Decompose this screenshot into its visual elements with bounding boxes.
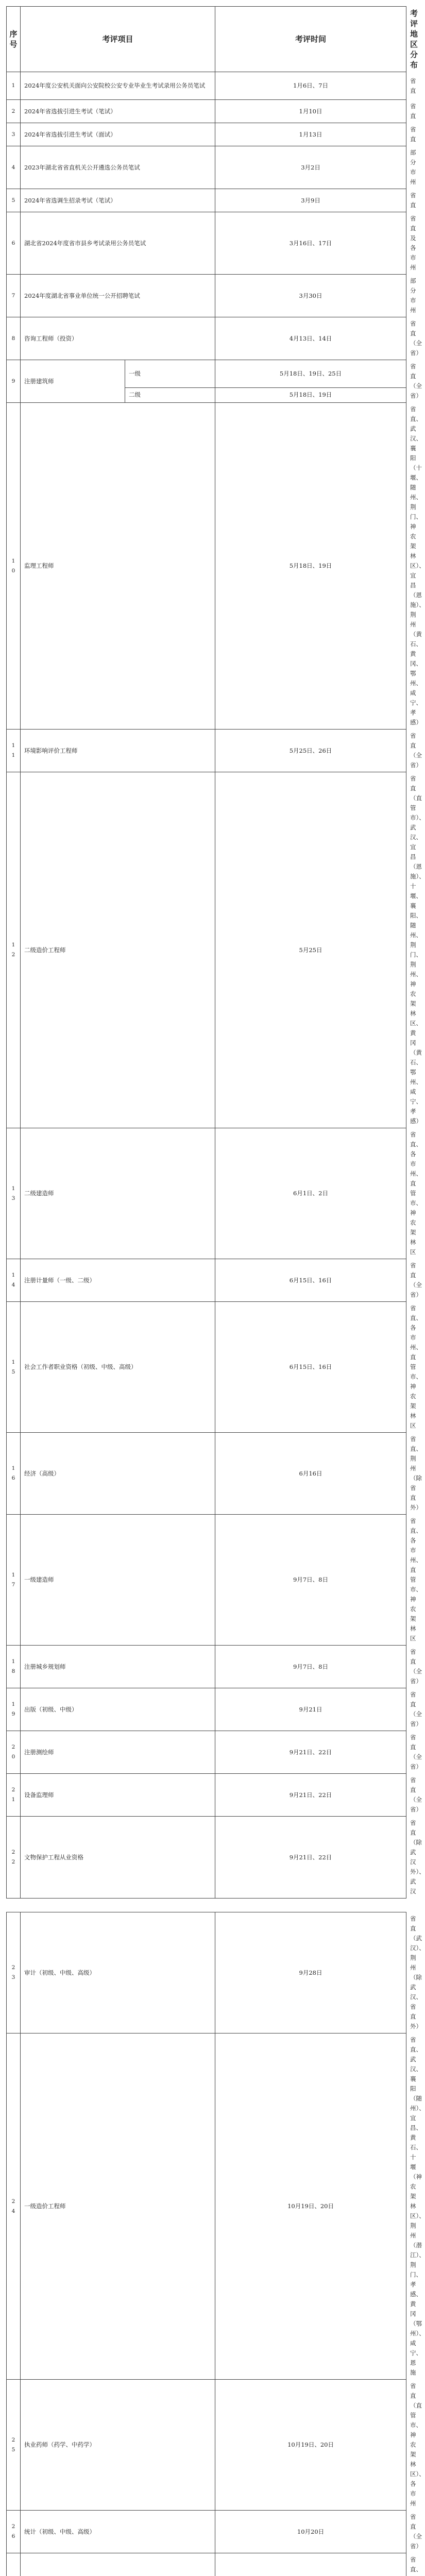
exam-item: 经济（高级） bbox=[21, 1433, 215, 1515]
row-number: 26 bbox=[7, 2511, 21, 2553]
exam-time: 1月13日 bbox=[215, 123, 406, 146]
exam-time: 5月25日、26日 bbox=[215, 730, 406, 772]
row-number: 15 bbox=[7, 1302, 21, 1433]
exam-item: 监理工程师 bbox=[21, 403, 215, 730]
exam-time: 9月7日、8日 bbox=[215, 1646, 406, 1688]
exam-time: 10月20日 bbox=[215, 2511, 406, 2553]
row-number: 6 bbox=[7, 212, 21, 275]
exam-item: 2024年省选拔引进生考试（面试） bbox=[21, 123, 215, 146]
row-number: 8 bbox=[7, 317, 21, 360]
table-row: 13 二级建造师 6月1日、2日 省直、各市州、直管市、神农架林区 bbox=[7, 1128, 406, 1259]
table-row: 4 2023年湖北省省直机关公开遴选公务员笔试 3月2日 部分市州 bbox=[7, 146, 406, 189]
exam-item: 二级造价工程师 bbox=[21, 772, 215, 1128]
row-number: 5 bbox=[7, 189, 21, 212]
row-number: 21 bbox=[7, 1774, 21, 1817]
exam-time: 9月21日 bbox=[215, 1688, 406, 1731]
row-number: 23 bbox=[7, 1912, 21, 2033]
table-row: 19 出版（初级、中级） 9月21日 省直（全省） bbox=[7, 1688, 406, 1731]
exam-time: 9月21日、22日 bbox=[215, 1731, 406, 1774]
row-number: 12 bbox=[7, 772, 21, 1128]
row-number bbox=[7, 2553, 21, 2576]
exam-item: 一级建造师 bbox=[21, 1515, 215, 1646]
row-number: 24 bbox=[7, 2033, 21, 2380]
table-row: 14 注册计量师（一级、二级） 6月15日、16日 省直（全省） bbox=[7, 1259, 406, 1302]
exam-time: 10月19日、20日 bbox=[215, 2033, 406, 2380]
table-row: 23 审计（初级、中级、高级） 9月28日 省直（武汉）、荆州（除武汉、省直外） bbox=[7, 1912, 406, 2033]
exam-item: 设备监理师 bbox=[21, 1774, 215, 1817]
exam-item: 2024年度公安机关面向公安院校公安专业毕业生考试录用公务员笔试 bbox=[21, 72, 215, 100]
table-row: 24 一级造价工程师 10月19日、20日 省直、武汉、襄阳（随州）、宜昌、黄石、十堰（神农架林区）、荆州（潜江）、荆门、孝感、黄冈（鄂州）、咸宁、恩施 bbox=[7, 2033, 406, 2380]
exam-item: 湖北省2024年度省市县乡考试录用公务员笔试 bbox=[21, 212, 215, 275]
table-row: 21 设备监理师 9月21日、22日 省直（全省） bbox=[7, 1774, 406, 1817]
row-number: 14 bbox=[7, 1259, 21, 1302]
exam-time: 5月18日、19日、25日 bbox=[215, 360, 406, 388]
row-number: 2 bbox=[7, 100, 21, 123]
row-number: 1 bbox=[7, 72, 21, 100]
table-row: 1 2024年度公安机关面向公安院校公安专业毕业生考试录用公务员笔试 1月6日、7日 省直 bbox=[7, 72, 406, 100]
row-number: 10 bbox=[7, 403, 21, 730]
exam-item: 执业药师（药学、中药学） bbox=[21, 2380, 215, 2511]
exam-item: 2024年省选调生招录考试（笔试） bbox=[21, 189, 215, 212]
table-row: 17 一级建造师 9月7日、8日 省直、各市州、直管市、神农架林区 bbox=[7, 1515, 406, 1646]
exam-time: 3月16日、17日 bbox=[215, 212, 406, 275]
exam-item: 2024年度湖北省事业单位统一公开招聘笔试 bbox=[21, 275, 215, 317]
exam-item: 注册城乡规划师 bbox=[21, 1646, 215, 1688]
exam-item: 注册计量师（一级、二级） bbox=[21, 1259, 215, 1302]
row-number: 18 bbox=[7, 1646, 21, 1688]
row-number: 19 bbox=[7, 1688, 21, 1731]
exam-time: 9月21日、22日 bbox=[215, 1817, 406, 1899]
table-row: 10 监理工程师 5月18日、19日 省直、武汉、襄阳（十堰、随州、荆门、神农架林区）、宜昌（恩施）、荆州（黄石、黄冈、鄂州、咸宁、孝感） bbox=[7, 403, 406, 730]
exam-item: 审计（初级、中级、高级） bbox=[21, 1912, 215, 2033]
table-row: 7 2024年度湖北省事业单位统一公开招聘笔试 3月30日 部分市州 bbox=[7, 275, 406, 317]
exam-time bbox=[215, 2553, 406, 2576]
exam-item: 出版（初级、中级） bbox=[21, 1688, 215, 1731]
table-row: 22 文物保护工程从业资格 9月21日、22日 省直（除武汉外）、武汉 bbox=[7, 1817, 406, 1899]
row-number: 16 bbox=[7, 1433, 21, 1515]
exam-item: 环境影响评价工程师 bbox=[21, 730, 215, 772]
exam-time: 9月28日 bbox=[215, 1912, 406, 2033]
table-header: 序号 考评项目 考评时间 考评地区分布 bbox=[7, 7, 406, 72]
table-row: 26 统计（初级、中级、高级） 10月20日 省直（全省） bbox=[7, 2511, 406, 2553]
row-number: 3 bbox=[7, 123, 21, 146]
table-row: 8 咨询工程师（投资） 4月13日、14日 省直（全省） bbox=[7, 317, 406, 360]
exam-time: 3月2日 bbox=[215, 146, 406, 189]
exam-time: 6月16日 bbox=[215, 1433, 406, 1515]
exam-time: 5月18日、19日 bbox=[215, 387, 406, 402]
table-row: 2 2024年省选拔引进生考试（笔试） 1月10日 省直 bbox=[7, 100, 406, 123]
page-break bbox=[7, 1899, 406, 1912]
row-number: 17 bbox=[7, 1515, 21, 1646]
header-item: 考评项目 bbox=[21, 7, 215, 72]
exam-item: 统计（初级、中级、高级） bbox=[21, 2511, 215, 2553]
table-row: 3 2024年省选拔引进生考试（面试） 1月13日 省直 bbox=[7, 123, 406, 146]
table-row: 25 执业药师（药学、中药学） 10月19日、20日 省直（直管市、神农架林区）、各市州 bbox=[7, 2380, 406, 2511]
row-number: 7 bbox=[7, 275, 21, 317]
row-number: 22 bbox=[7, 1817, 21, 1899]
table-row: 省直、 bbox=[7, 2553, 406, 2576]
row-number: 11 bbox=[7, 730, 21, 772]
exam-item: 注册建筑师 bbox=[21, 360, 125, 403]
row-number: 20 bbox=[7, 1731, 21, 1774]
header-time: 考评时间 bbox=[215, 7, 406, 72]
exam-schedule-table bbox=[6, 6, 406, 2576]
exam-time: 3月30日 bbox=[215, 275, 406, 317]
exam-time: 9月7日、8日 bbox=[215, 1515, 406, 1646]
exam-item bbox=[21, 2553, 215, 2576]
exam-item: 一级造价工程师 bbox=[21, 2033, 215, 2380]
table-row: 11 环境影响评价工程师 5月25日、26日 省直（全省） bbox=[7, 730, 406, 772]
exam-item: 注册测绘师 bbox=[21, 1731, 215, 1774]
table-row: 20 注册测绘师 9月21日、22日 省直（全省） bbox=[7, 1731, 406, 1774]
exam-time: 6月15日、16日 bbox=[215, 1302, 406, 1433]
row-number: 13 bbox=[7, 1128, 21, 1259]
exam-time: 4月13日、14日 bbox=[215, 317, 406, 360]
exam-schedule bbox=[6, 6, 406, 2576]
exam-item: 社会工作者职业资格（初级、中级、高级） bbox=[21, 1302, 215, 1433]
exam-time: 1月10日 bbox=[215, 100, 406, 123]
sub-item: 一级 bbox=[125, 360, 215, 388]
exam-item: 二级建造师 bbox=[21, 1128, 215, 1259]
table-row: 6 湖北省2024年度省市县乡考试录用公务员笔试 3月16日、17日 省直及各市州 bbox=[7, 212, 406, 275]
sub-item: 二级 bbox=[125, 387, 215, 402]
exam-time: 3月9日 bbox=[215, 189, 406, 212]
exam-time: 6月15日、16日 bbox=[215, 1259, 406, 1302]
table-row: 16 经济（高级） 6月16日 省直、荆州（除省直外） bbox=[7, 1433, 406, 1515]
row-number: 25 bbox=[7, 2380, 21, 2511]
exam-time: 9月21日、22日 bbox=[215, 1774, 406, 1817]
table-row: 15 社会工作者职业资格（初级、中级、高级） 6月15日、16日 省直、各市州、直管市、神农架林区 bbox=[7, 1302, 406, 1433]
exam-time: 5月25日 bbox=[215, 772, 406, 1128]
header-seq: 序号 bbox=[7, 7, 21, 72]
row-number: 4 bbox=[7, 146, 21, 189]
table-row: 5 2024年省选调生招录考试（笔试） 3月9日 省直 bbox=[7, 189, 406, 212]
exam-time: 1月6日、7日 bbox=[215, 72, 406, 100]
exam-time: 10月19日、20日 bbox=[215, 2380, 406, 2511]
exam-time: 6月1日、2日 bbox=[215, 1128, 406, 1259]
table-row: 9 注册建筑师 一级 5月18日、19日、25日 省直（全省） bbox=[7, 360, 406, 388]
exam-item: 2023年湖北省省直机关公开遴选公务员笔试 bbox=[21, 146, 215, 189]
exam-item: 文物保护工程从业资格 bbox=[21, 1817, 215, 1899]
table-row: 12 二级造价工程师 5月25日 省直（直管市）、武汉、宜昌（恩施）、十堰、襄阳、随州、荆门、荆州、神农架林区、黄冈（黄石、鄂州、咸宁、孝感） bbox=[7, 772, 406, 1128]
exam-item: 咨询工程师（投资） bbox=[21, 317, 215, 360]
row-number: 9 bbox=[7, 360, 21, 403]
exam-time: 5月18日、19日 bbox=[215, 403, 406, 730]
table-row: 18 注册城乡规划师 9月7日、8日 省直（全省） bbox=[7, 1646, 406, 1688]
exam-item: 2024年省选拔引进生考试（笔试） bbox=[21, 100, 215, 123]
